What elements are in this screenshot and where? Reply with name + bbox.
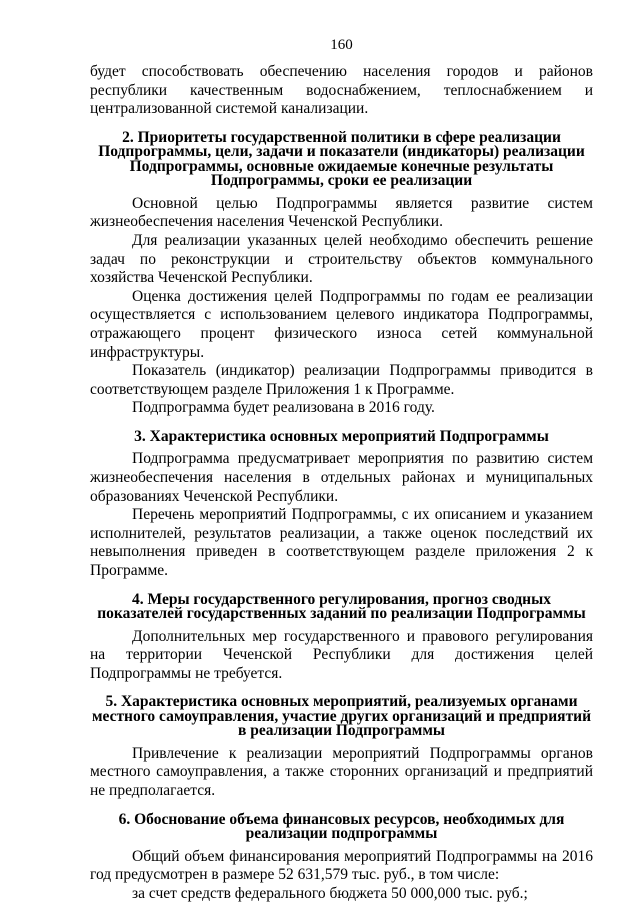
section-2-paragraph: Для реализации указанных целей необходимо обеспечить решение задач по реконструкции и строительству объектов коммунального хозяйства Чеченской Республики. xyxy=(90,231,593,287)
section-2-paragraph: Подпрограмма будет реализована в 2016 году. xyxy=(132,399,435,417)
page-number: 160 xyxy=(330,37,353,53)
section-3-heading: 3. Характеристика основных мероприятий Подпрограммы xyxy=(134,427,549,445)
section-6-heading: 6. Обоснование объема финансовых ресурсов, необходимых для реализации подпрограммы xyxy=(118,810,565,843)
section-6-paragraph: за счет средств федерального бюджета 50 000,000 тыс. руб.; xyxy=(132,884,528,902)
section-4-paragraph: Дополнительных мер государственного и правового регулирования на территории Чеченской Республики для достижения целей Подпрограммы не требуется. xyxy=(90,627,593,682)
section-5-paragraph: Привлечение к реализации мероприятий Подпрограммы органов местного самоуправления, а также сторонних организаций и предприятий не предполагается. xyxy=(90,744,593,800)
section-2-paragraph: Показатель (индикатор) реализации Подпрограммы приводится в соответствующем разделе Приложения 1 к Программе. xyxy=(90,362,593,398)
section-4-heading: 4. Меры государственного регулирования, прогноз сводных показателей государственных заданий по реализации Подпрограммы xyxy=(97,590,586,623)
section-2-paragraph: Оценка достижения целей Подпрограммы по годам ее реализации осуществляется с использованием целевого индикатора Подпрограммы, отражающего процент физического износа сетей коммунальной инфраструктуры. xyxy=(90,287,593,361)
section-3-paragraph: Перечень мероприятий Подпрограммы, с их описанием и указанием исполнителей, результатов реализации, а также оценок последствий их невыполнения приведен в соответствующем разделе приложения 2 к Программе. xyxy=(90,506,593,579)
section-6-paragraph: Общий объем финансирования мероприятий Подпрограммы на 2016 год предусмотрен в размере 52 631,579 тыс. руб., в том числе: xyxy=(90,847,593,884)
section-3-paragraph: Подпрограмма предусматривает мероприятия по развитию систем жизнеобеспечения населения в отдельных районах и муниципальных образованиях Чеченской Республики. xyxy=(90,450,593,505)
section-2-paragraph: Основной целью Подпрограммы является развитие систем жизнеобеспечения населения Чеченской Республики. xyxy=(90,194,593,231)
section-5-heading: 5. Характеристика основных мероприятий, реализуемых органами местного самоуправления, участие других организаций и предприятий в реализации Подпрограммы xyxy=(91,693,592,740)
section-2-heading: 2. Приоритеты государственной политики в сфере реализации Подпрограммы, цели, задачи и показатели (индикаторы) реализации Подпрограммы, основные ожидаемые конечные результаты Подпрограммы, сроки ее реализации xyxy=(98,128,585,190)
intro-paragraph: будет способствовать обеспечению населения городов и районов республики качественным водоснабжением, теплоснабжением и централизованной системой канализации. xyxy=(90,63,593,118)
